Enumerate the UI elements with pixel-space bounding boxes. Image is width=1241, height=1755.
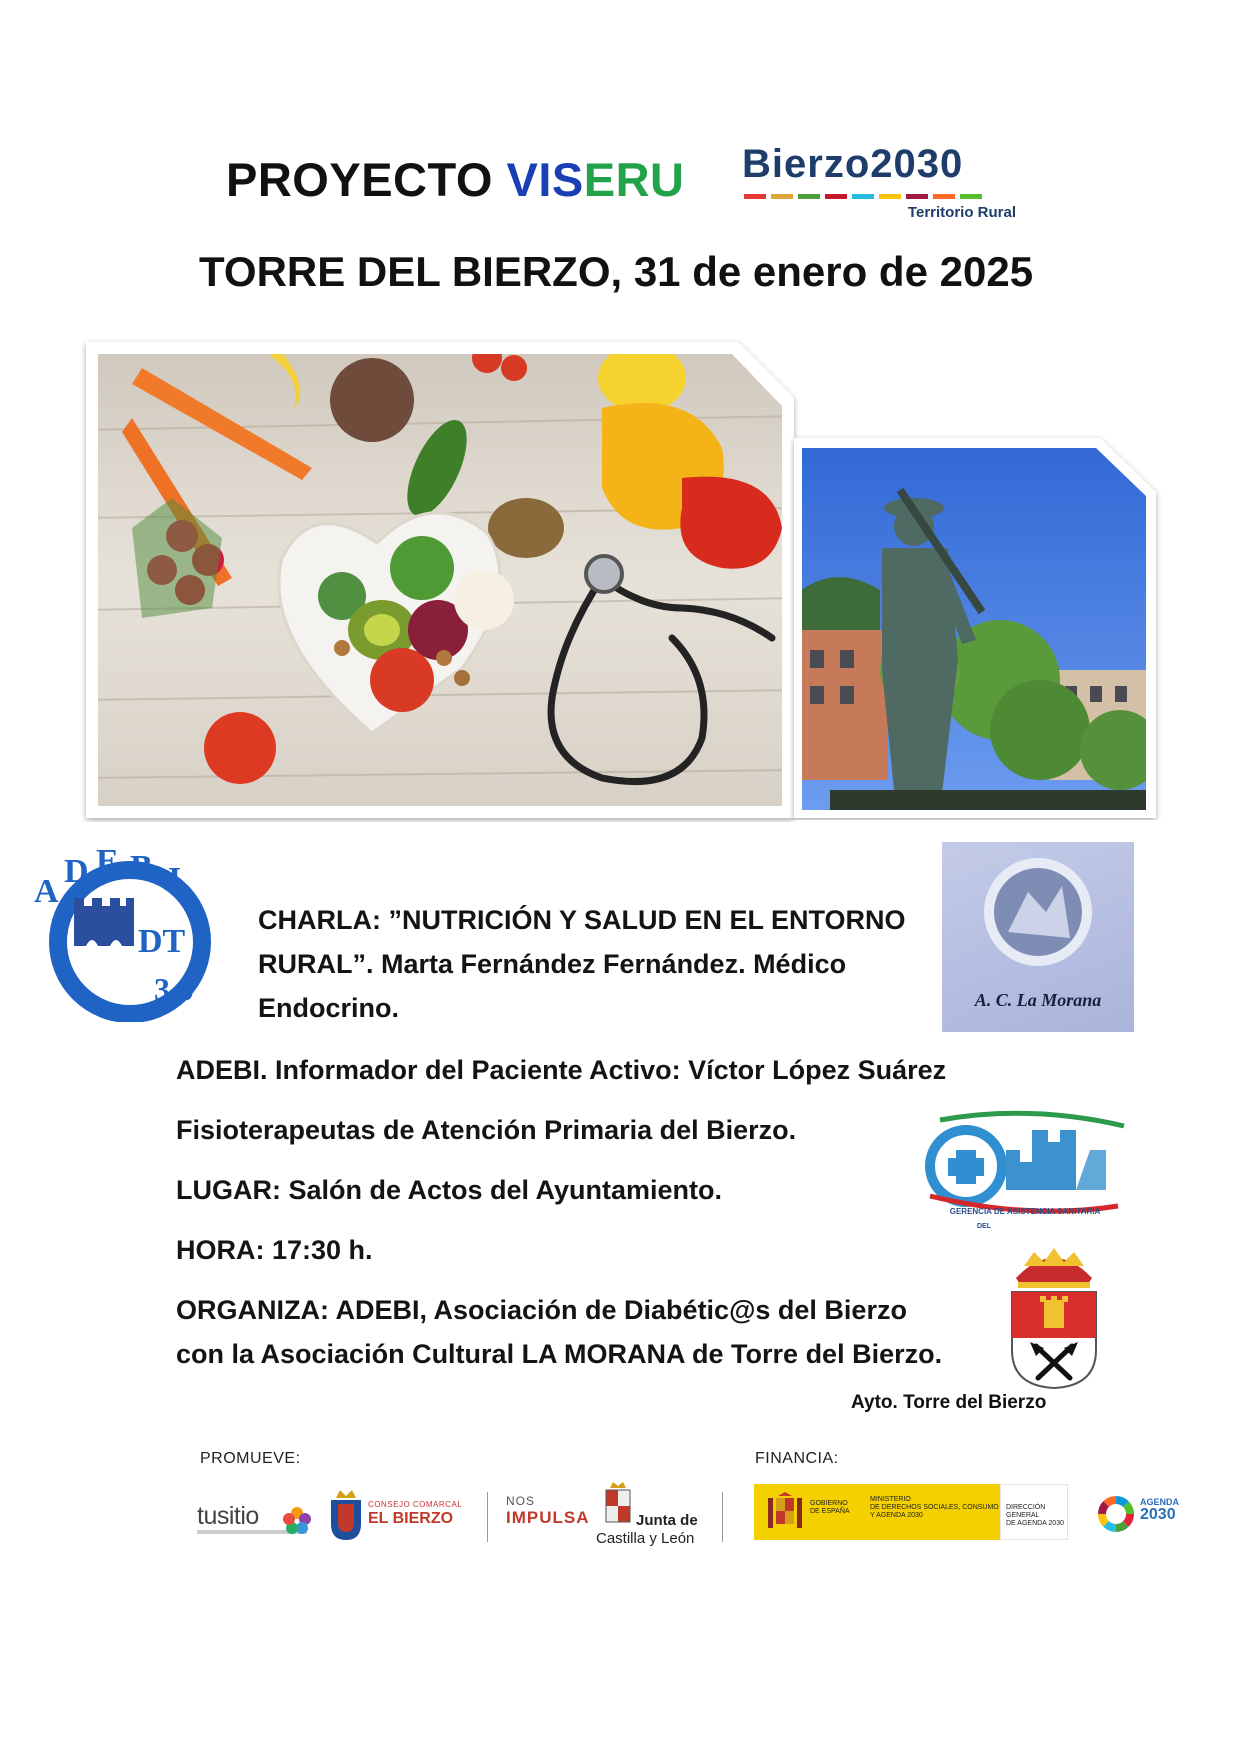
tusitio-logo: tusitio xyxy=(197,1502,259,1530)
gerencia-asistencia-sanitaria-logo xyxy=(920,1110,1130,1235)
svg-text:DT: DT xyxy=(138,923,186,960)
charla-description: CHARLA: ”NUTRICIÓN Y SALUD EN EL ENTORNO RURAL”. Marta Fernández Fernández. Médico Endocrino. xyxy=(258,905,906,1023)
agenda-2030-wheel-icon xyxy=(1096,1494,1136,1534)
organiza-block: ORGANIZA: ADEBI, Asociación de Diabétic@s del Bierzo con la Asociación Cultural LA MORANA de Torre del Bierzo. xyxy=(176,1295,943,1369)
hora-line: HORA: 17:30 h. xyxy=(176,1235,373,1265)
svg-text:3.0: 3.0 xyxy=(154,971,194,1007)
lugar-line: LUGAR: Salón de Actos del Ayuntamiento. xyxy=(176,1175,723,1205)
tusitio-flower-icon xyxy=(282,1506,312,1536)
spain-coat-of-arms-icon xyxy=(766,1490,804,1534)
svg-text:GERENCIA DE ASISTENCIA SANITAR: GERENCIA DE ASISTENCIA SANITARIA xyxy=(949,1207,1101,1216)
divider xyxy=(487,1492,488,1542)
bierzo2030-logo: Bierzo2030 Territorio Rural xyxy=(742,142,1016,221)
impulsa-label: IMPULSA xyxy=(506,1508,590,1527)
consejo-comarcal-label: CONSEJO COMARCAL xyxy=(368,1500,463,1509)
svg-text:B: B xyxy=(130,849,153,886)
agenda-year-label: 2030 xyxy=(1140,1506,1176,1523)
event-title: PROYECTO VISERU xyxy=(226,153,685,206)
junta-line-1: Junta de xyxy=(636,1512,698,1529)
miner-statue-photo xyxy=(790,430,1162,820)
bierzo2030-color-bars xyxy=(744,194,982,199)
promueve-label: PROMUEVE: xyxy=(200,1450,301,1467)
el-bierzo-shield-icon xyxy=(328,1486,364,1542)
svg-text:E: E xyxy=(96,843,119,880)
ayto-caption: Ayto. Torre del Bierzo xyxy=(851,1392,1047,1413)
torre-del-bierzo-coat-of-arms-icon xyxy=(1004,1230,1104,1390)
divider xyxy=(722,1492,723,1542)
fisioterapeutas-line: Fisioterapeutas de Atención Primaria del Bierzo. xyxy=(176,1115,797,1145)
ministerio-label: MINISTERIO DE DERECHOS SOCIALES, CONSUMO Y AGENDA 2030 xyxy=(870,1496,999,1519)
la-morana-logo xyxy=(942,842,1134,1032)
nos-label: NOS xyxy=(506,1494,536,1508)
direccion-general-label: DIRECCIÓN GENERAL DE AGENDA 2030 xyxy=(1006,1504,1064,1527)
event-date-location: TORRE DEL BIERZO, 31 de enero de 2025 xyxy=(199,248,1034,295)
adebi-logo xyxy=(30,842,240,1022)
gobierno-espana-label: GOBIERNO DE ESPAÑA xyxy=(810,1500,850,1515)
agenda-label: AGENDA xyxy=(1140,1497,1180,1507)
svg-text:D: D xyxy=(64,853,89,890)
informador-line: ADEBI. Informador del Paciente Activo: Víctor López Suárez xyxy=(176,1055,947,1085)
svg-text:DEL: DEL xyxy=(977,1223,991,1230)
nutrition-photo xyxy=(82,338,798,822)
junta-cyl-shield-icon xyxy=(604,1480,632,1528)
financia-label: FINANCIA: xyxy=(755,1450,839,1467)
svg-text:A: A xyxy=(34,873,59,910)
el-bierzo-label: EL BIERZO xyxy=(368,1510,454,1527)
svg-text:I: I xyxy=(168,861,182,898)
junta-line-2: Castilla y León xyxy=(596,1530,695,1547)
svg-text:A. C. La Morana: A. C. La Morana xyxy=(974,990,1102,1010)
